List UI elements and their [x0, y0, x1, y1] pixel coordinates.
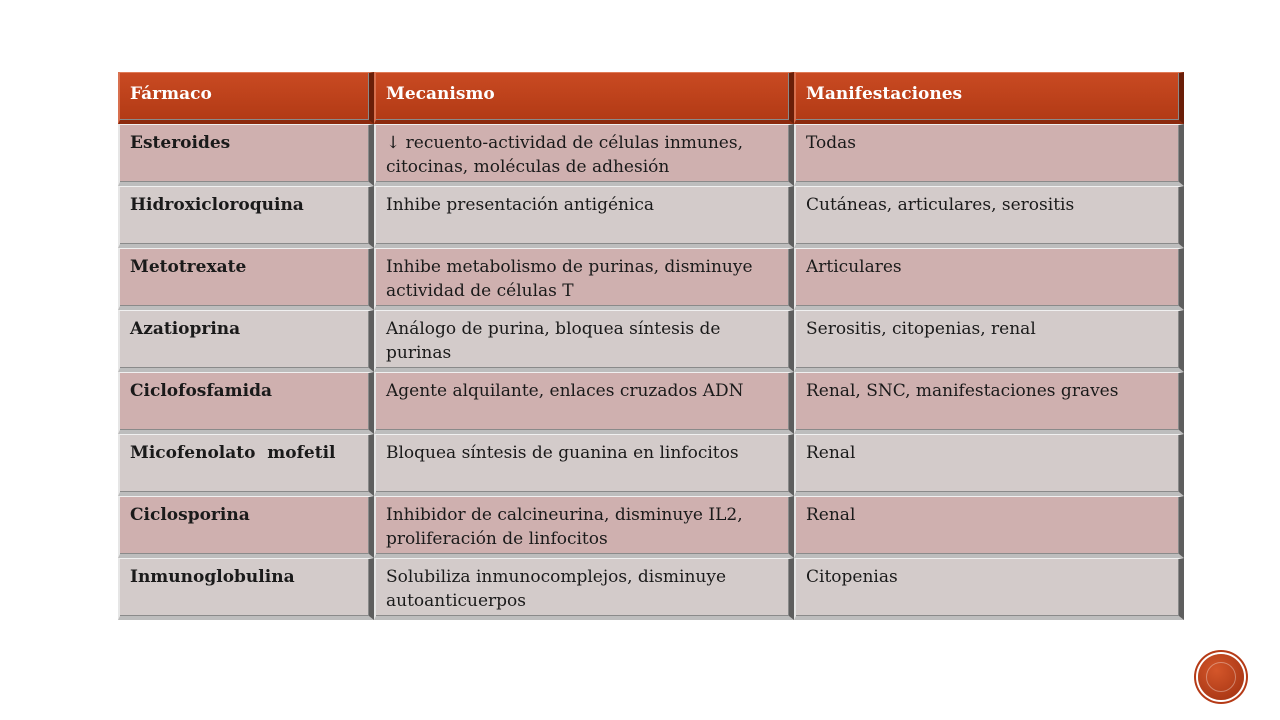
cell-mecanismo: Bloquea síntesis de guanina en linfocitos [374, 434, 794, 496]
cell-manifestaciones: Todas [794, 124, 1184, 186]
cell-farmaco: Hidroxicloroquina [118, 186, 374, 248]
header-manifestaciones: Manifestaciones [794, 72, 1184, 124]
logo-ring [1206, 662, 1236, 692]
table-row [118, 558, 1184, 620]
cell-farmaco: Metotrexate [118, 248, 374, 310]
cell-mecanismo: Inhibidor de calcineurina, disminuye IL2, proliferación de linfocitos [374, 496, 794, 558]
table-row [118, 124, 1184, 186]
cell-mecanismo: Inhibe metabolismo de purinas, disminuye actividad de células T [374, 248, 794, 310]
header-farmaco: Fármaco [118, 72, 374, 124]
cell-manifestaciones: Cutáneas, articulares, serositis [794, 186, 1184, 248]
cell-farmaco: Ciclosporina [118, 496, 374, 558]
table-row [118, 434, 1184, 496]
header-mecanismo: Mecanismo [374, 72, 794, 124]
cell-mecanismo: Solubiliza inmunocomplejos, disminuye autoanticuerpos [374, 558, 794, 620]
cell-farmaco: Inmunoglobulina [118, 558, 374, 620]
cell-manifestaciones: Renal [794, 434, 1184, 496]
cell-farmaco: Esteroides [118, 124, 374, 186]
cell-mecanismo: ↓ recuento-actividad de células inmunes, citocinas, moléculas de adhesión [374, 124, 794, 186]
table-row [118, 248, 1184, 310]
table-header-row [118, 72, 1184, 124]
cell-manifestaciones: Articulares [794, 248, 1184, 310]
cell-mecanismo: Análogo de purina, bloquea síntesis de purinas [374, 310, 794, 372]
cell-manifestaciones: Renal, SNC, manifestaciones graves [794, 372, 1184, 434]
table-row [118, 372, 1184, 434]
table-row [118, 496, 1184, 558]
cell-mecanismo: Inhibe presentación antigénica [374, 186, 794, 248]
circle-logo-icon [1198, 654, 1244, 700]
cell-farmaco: Azatioprina [118, 310, 374, 372]
drug-table [118, 72, 1184, 620]
cell-manifestaciones: Renal [794, 496, 1184, 558]
table-row [118, 310, 1184, 372]
cell-manifestaciones: Citopenias [794, 558, 1184, 620]
table-row [118, 186, 1184, 248]
cell-farmaco: Micofenolato mofetil [118, 434, 374, 496]
cell-mecanismo: Agente alquilante, enlaces cruzados ADN [374, 372, 794, 434]
cell-manifestaciones: Serositis, citopenias, renal [794, 310, 1184, 372]
cell-farmaco: Ciclofosfamida [118, 372, 374, 434]
